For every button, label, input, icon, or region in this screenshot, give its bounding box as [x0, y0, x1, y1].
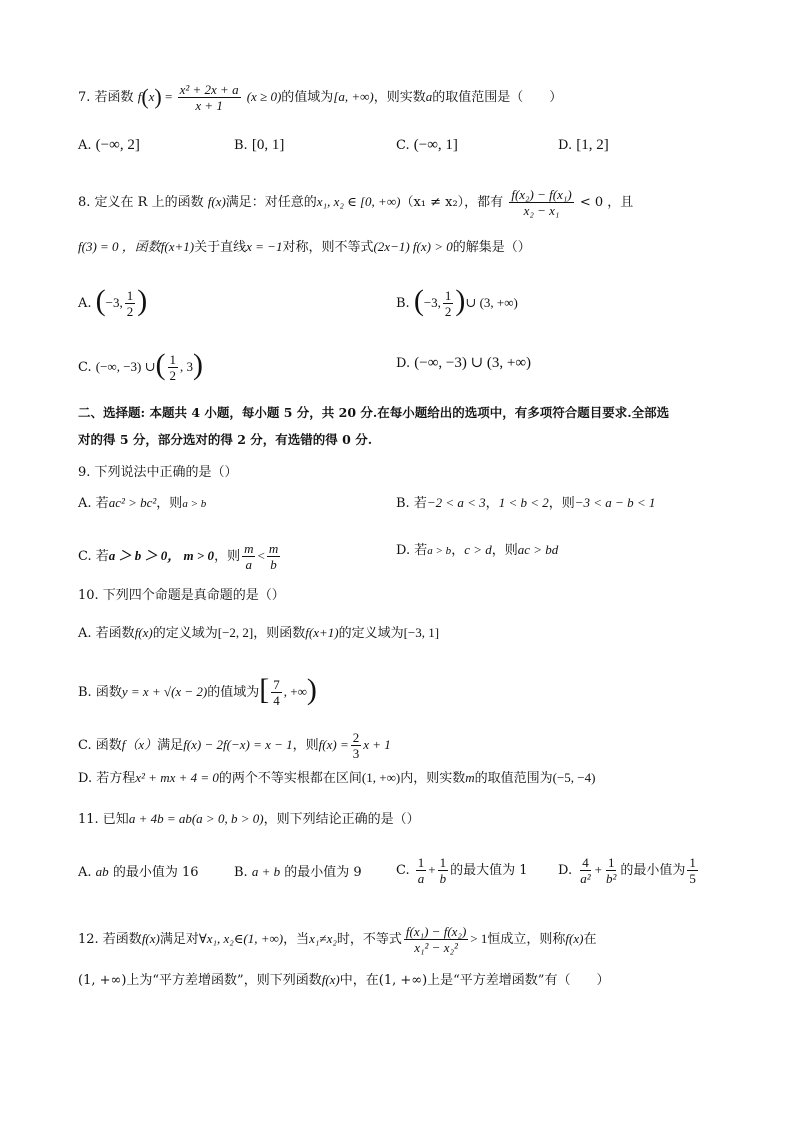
q8-option-a-value: −3,: [105, 295, 123, 310]
q12-line1-c: ，当: [283, 932, 310, 947]
q11-option-b-text: 的最小值为 9: [284, 865, 362, 880]
q10-option-c-fx: f（x）: [121, 737, 158, 752]
q8-lt0: < 0 ，且: [579, 195, 634, 210]
q9-option-c-frac2: [267, 541, 280, 572]
q9-option-c-den1: a: [245, 557, 253, 572]
q9-option-c-label: C.: [78, 549, 92, 564]
q8-option-b-label: B.: [396, 296, 410, 311]
q11-option-d-n2: 1: [607, 855, 615, 870]
q8-option-b-value: −3,: [423, 295, 441, 310]
q11-option-c-d2: b: [439, 871, 447, 886]
q10-option-c-text2: 满足: [157, 738, 184, 753]
q9-option-b-label: B.: [396, 496, 410, 511]
q11-stem-pre: 11. 已知: [78, 812, 129, 827]
q11-option-c: [396, 855, 528, 886]
q11-option-d-frac2: [604, 855, 618, 886]
q9-option-a-expr: ac² > bc²: [108, 495, 157, 510]
q11-option-d-n1: 4: [582, 855, 589, 870]
q11-option-c-n1: 1: [417, 855, 425, 870]
q7-denominator: x + 1: [195, 98, 223, 113]
q8-line1-pre: 8. 定义在 R 上的函数: [78, 195, 204, 210]
q10-option-b: B. 函数y = x + √(x − 2)的值域为[ $\frac{7}{4}$ , +∞): [78, 673, 317, 708]
q9-stem: 9. 下列说法中正确的是（）: [78, 465, 238, 480]
q9-option-b-mid: ，则: [548, 496, 575, 511]
q8-option-d: [396, 354, 531, 373]
q9-option-b-res: −3 < a − b < 1: [574, 495, 656, 510]
q8-fx: f(x): [207, 194, 226, 209]
q10-option-a-fx1: f(x+1): [305, 625, 339, 640]
q11-option-d-rn: 1: [689, 855, 696, 870]
q7-stem-pre: 7. 若函数: [78, 90, 134, 105]
q12-neq: x₁≠x₂: [309, 931, 337, 946]
q12-line2-b: 中，在(1, +∞)上是“平方差增函数”有（ ）: [339, 973, 610, 988]
q10-option-c-frac: [351, 730, 362, 761]
q10-option-b-text1: 函数: [95, 685, 122, 700]
q11-option-d-text: 的最小值为: [620, 863, 686, 878]
q9-option-a-res: a > b: [182, 498, 207, 510]
q10-option-a-text1: 若函数: [95, 626, 135, 641]
q11-option-c-label: C.: [396, 863, 410, 878]
q9-option-c-den2: b: [270, 557, 277, 572]
q8-denominator: x₂ − x₁: [523, 203, 560, 218]
q8-option-a-num: 1: [126, 288, 134, 303]
q7-option-b: [234, 136, 284, 155]
q10-option-c-num: 2: [352, 730, 360, 745]
q8-fraction: [509, 187, 573, 218]
q9-option-b-expr1: −2 < a < 3: [426, 495, 486, 510]
q8-option-b: B. (−3, $\frac{1}{2}$ )∪ (3, +∞): [396, 284, 518, 319]
q8-x1x2: x₁, x₂ ∈ [0, +∞): [316, 194, 401, 209]
q9-option-b-pre: 若: [413, 496, 427, 511]
q8-option-a-frac: [125, 288, 136, 319]
q10-option-d: [78, 769, 595, 788]
q10-option-a-fx: f(x): [134, 625, 153, 640]
q9-option-c-pre: 若: [95, 549, 109, 564]
q8-line2-a: f(3) = 0 ，函数: [78, 239, 161, 254]
q11-option-d-label: D.: [558, 863, 573, 878]
q12-line1-d: 时，不等式: [336, 932, 402, 947]
q7-stem: 7. 若函数 f(x) = $\frac{\text{x² + 2x + a}}{x + 1}$ (x ≥ 0)的值域为[a, +∞)，则实数a的取值范围是（ ）: [78, 82, 563, 113]
q10-option-b-tail: , +∞: [283, 684, 307, 699]
q11-option-a-label: A.: [78, 865, 92, 880]
q8-neq: （x₁ ≠ x₂），都有: [400, 195, 504, 210]
q11-option-d-plus: +: [594, 862, 602, 877]
q9-option-c-expr: a ＞ b ＞ 0， m > 0: [108, 548, 215, 563]
q10-option-d-res: (−5, −4): [552, 770, 596, 785]
q12-fx2: f(x): [565, 931, 584, 946]
q10-stem: 10. 下列四个命题是真命题的是（）: [78, 588, 285, 603]
q9-option-c-num1: m: [244, 541, 254, 556]
q11-option-d-rd: 5: [689, 871, 696, 886]
q9-option-d-sep: ，: [451, 543, 465, 558]
q10-option-c-label: C.: [78, 738, 92, 753]
q10-option-d-text1: 若方程: [96, 771, 136, 786]
q7-a: a: [425, 89, 433, 104]
q8-option-b-tail: ∪ (3, +∞): [465, 295, 518, 310]
q9-option-c-num2: m: [268, 541, 279, 556]
q7-numerator: x² + 2x + a: [179, 82, 239, 97]
q10-option-c-eq: f(x) − 2f(−x) = x − 1: [183, 737, 293, 752]
q7-stem-mid: 的值域为: [281, 90, 334, 105]
q12-fx: f(x): [141, 931, 160, 946]
q12-gt1: > 1: [470, 931, 488, 946]
q8-line2-c: 对称，则不等式: [282, 240, 374, 255]
q8-option-b-den: 2: [444, 304, 452, 319]
q9-option-d-expr1: a > b: [427, 545, 452, 557]
q11-option-c-d1: a: [417, 871, 425, 886]
q11-option-b-label: B.: [234, 865, 248, 880]
q8-option-a: A. (−3, $\frac{1}{2}$ ): [78, 284, 148, 319]
q12-line1-b: 满足对: [159, 932, 199, 947]
q10-option-b-frac: [271, 677, 282, 708]
q11-stem-post: ，则下列结论正确的是（）: [263, 812, 420, 827]
q8-xeq: x = −1: [246, 239, 283, 254]
q7-option-a-label: A.: [78, 138, 92, 153]
q9-option-a: [78, 494, 206, 513]
q8-option-b-num: 1: [444, 288, 452, 303]
q10-option-d-text2: 的两个不等实根都在区间: [218, 771, 362, 786]
q7-stem-post: ，则实数: [373, 90, 426, 105]
q9-option-c-frac1: [242, 541, 255, 572]
q10-option-a-dom: [−2, 2]: [217, 625, 254, 640]
q11-option-a-text: 的最小值为 16: [112, 865, 199, 880]
q8-option-c: C. (−∞, −3) ∪( $\frac{1}{2}$ , 3): [78, 348, 203, 383]
q11-option-c-frac2: [438, 855, 449, 886]
q7-option-d: [558, 136, 609, 155]
q12-line1-f: 在: [583, 932, 597, 947]
q10-option-d-text3: 内，则实数: [400, 771, 466, 786]
section2-line2: 对的得 5 分，部分选对的得 2 分，有选错的得 0 分.: [78, 432, 373, 447]
q7-option-c: [396, 136, 458, 155]
q8-numerator: f(x₂) − f(x₁): [511, 187, 572, 202]
q10-option-d-eq: x² + mx + 4 = 0: [135, 770, 219, 785]
q7-option-b-label: B.: [234, 138, 248, 153]
q9-option-b-sep: ，: [485, 496, 499, 511]
q10-option-a-text2: 的定义域为: [152, 626, 218, 641]
q9-option-c-mid: ，则: [214, 549, 241, 564]
q7-option-a: [78, 136, 140, 155]
q12-line1-e: 恒成立，则称: [487, 932, 566, 947]
q8-option-c-frac: [168, 352, 179, 383]
q8-option-a-den: 2: [126, 304, 134, 319]
q9-option-c: [78, 541, 282, 572]
q10-option-b-label: B.: [78, 685, 92, 700]
q12-numerator: f(x₁) − f(x₂): [405, 924, 467, 939]
q10-option-a-dom2: [−3, 1]: [403, 625, 440, 640]
q11-option-d-d1: a²: [580, 871, 591, 886]
q8-option-c-value: (−∞, −3) ∪: [95, 359, 156, 374]
q12-line1-a: 12. 若函数: [78, 932, 142, 947]
q7-option-a-value: (−∞, 2]: [95, 137, 140, 153]
q11-option-c-n2: 1: [439, 855, 447, 870]
q10-option-c-res-pre: f(x) =: [318, 737, 349, 752]
section2-line1: 二、选择题: 本题共 4 小题，每小题 5 分，共 20 分.在每小题给出的选项中，有多项符合题目要求.全部选: [78, 405, 670, 420]
q9-option-d-expr2: c > d: [464, 542, 492, 557]
q10-option-a-text3: ，则函数: [253, 626, 306, 641]
q7-stem-end: 的取值范围是（ ）: [432, 90, 563, 105]
q9-option-d-mid: ，则: [491, 543, 518, 558]
q8-fx1: f(x+1): [160, 239, 195, 254]
q11-option-c-text: 的最大值为 1: [450, 863, 528, 878]
q8-option-a-label: A.: [78, 296, 92, 311]
q8-option-d-label: D.: [396, 356, 411, 371]
q7-option-c-label: C.: [396, 138, 410, 153]
q10-option-d-int: (1, +∞): [361, 770, 401, 785]
q11-option-d-frac1: [578, 855, 592, 886]
q11-option-c-plus: +: [428, 862, 436, 877]
q11-condition: a + 4b = ab(a > 0, b > 0): [128, 811, 264, 826]
q10-option-b-den: 4: [273, 693, 280, 708]
q11-option-d-d2: b²: [605, 871, 617, 886]
q7-fraction: [178, 82, 241, 113]
q9-option-a-pre: 若: [95, 496, 109, 511]
q8-line2-b: 关于直线: [194, 240, 247, 255]
q8-inequality: (2x−1) f(x) > 0: [373, 239, 453, 254]
q12-denominator: x₁² − x₂²: [414, 940, 458, 955]
q8-option-c-num: 1: [169, 352, 176, 367]
q7-x: x: [148, 89, 155, 104]
q8-line1-mid: 满足：对任意的: [225, 195, 317, 210]
q7-option-b-value: [0, 1]: [251, 137, 285, 153]
q9-option-d-res: ac > bd: [517, 542, 559, 557]
q10-option-c-den: 3: [352, 746, 360, 761]
q12-line2: [78, 971, 609, 990]
q9-option-d-label: D.: [396, 543, 411, 558]
q9-option-b: [396, 494, 655, 513]
q7-option-d-label: D.: [558, 138, 573, 153]
q11-option-b: [234, 863, 362, 882]
q7-f: f: [137, 89, 142, 104]
q10-option-b-text2: 的值域为: [207, 685, 260, 700]
q8-option-c-tail: , 3: [180, 359, 193, 374]
q8-option-c-den: 2: [169, 368, 176, 383]
q10-option-c-text3: ，则: [292, 738, 319, 753]
q11-option-a-expr: ab: [95, 864, 109, 879]
q12-line1: [78, 924, 596, 955]
q11-option-b-expr: a + b: [251, 864, 281, 879]
q10-option-d-m: m: [465, 770, 475, 785]
q10-option-c-text1: 函数: [95, 738, 122, 753]
q11-option-d-result: [687, 855, 698, 886]
q10-option-b-num: 7: [273, 677, 280, 692]
q12-line2-a: (1, +∞)上为“平方差增函数”，则下列函数: [78, 973, 322, 988]
q10-option-a: [78, 624, 439, 643]
q10-option-c-res-post: x + 1: [363, 737, 391, 752]
q12-fraction: [404, 924, 468, 955]
q8-option-b-frac: [443, 288, 454, 319]
q7-range: [a, +∞): [333, 89, 374, 104]
q10-option-c: [78, 730, 391, 761]
q8-option-c-label: C.: [78, 360, 92, 375]
q10-option-d-label: D.: [78, 771, 93, 786]
q7-condition: (x ≥ 0): [246, 89, 282, 104]
q9-option-d: [396, 541, 558, 560]
q10-option-d-text4: 的取值范围为: [474, 771, 553, 786]
q10-option-a-label: A.: [78, 626, 92, 641]
q7-option-c-value: (−∞, 1]: [413, 137, 458, 153]
q8-line2: [78, 238, 531, 257]
q11-option-a: [78, 863, 199, 882]
q9-option-b-expr2: 1 < b < 2: [498, 495, 549, 510]
q8-line1: [78, 187, 633, 218]
q12-forall: ∀x₁, x₂∈(1, +∞): [198, 931, 284, 946]
q9-option-c-lt: <: [257, 548, 265, 563]
q11-stem: [78, 810, 420, 829]
q9-option-a-label: A.: [78, 496, 92, 511]
q12-fx3: f(x): [321, 972, 340, 987]
q8-option-d-value: (−∞, −3) ∪ (3, +∞): [414, 355, 532, 371]
q10-option-b-expr: y = x + √(x − 2): [121, 684, 208, 699]
q7-option-d-value: [1, 2]: [576, 137, 609, 153]
q8-line2-d: 的解集是（）: [452, 240, 531, 255]
q10-option-a-text4: 的定义域为: [338, 626, 404, 641]
q9-option-d-pre: 若: [414, 543, 428, 558]
q11-option-d: [558, 855, 700, 886]
q9-option-a-mid: ，则: [156, 496, 183, 511]
q11-option-c-frac1: [416, 855, 427, 886]
